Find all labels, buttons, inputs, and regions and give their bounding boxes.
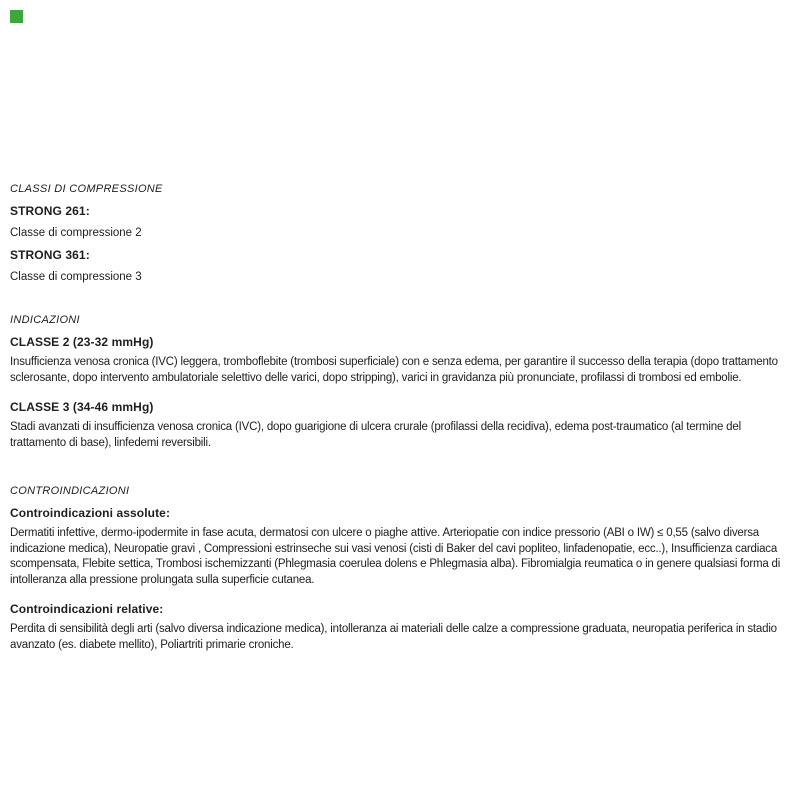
item-heading: CLASSE 3 (34-46 mmHg) [10,400,154,414]
item-heading: Controindicazioni relative: [10,602,164,616]
item-text: Perdita di sensibilità degli arti (salvo diversa indicazione medica), intolleranza ai materiali delle calze a compressione graduata, neuropatia periferica in stadio avanzato (es. diabete mellito), Poliartriti primarie croniche. [10,623,777,651]
item-heading: STRONG 361: [10,248,90,262]
item-heading: STRONG 261: [10,204,90,218]
top-whitespace [10,0,786,182]
item-text: Classe di compressione 2 [10,227,142,239]
item-text: Dermatiti infettive, dermo-ipodermite in fase acuta, dermatosi con ulcere o piaghe attive. Arteriopatie con indice pressorio (ABI o IW) ≤ 0,55 (salvo diversa indicazione medica), Neuropatie gravi , Compressioni estrinseche sui vasi venosi (cisti di Baker del cavi popliteo, linfadenopatie, ecc..), Insufficienza cardiaca scompensata, Flebite settica, Trombosi ischemizzanti (Phlegmasia coerulea dolens e Phlegmasia alba). Fibromialgia reumatica o in genere qualsiasi forma di intolleranza alla pressione prolungata sulla superficie cutanea. [10,527,781,586]
section-gap [10,459,786,484]
section-label: CONTROINDICAZIONI [10,485,130,497]
item-text: Stadi avanzati di insufficienza venosa cronica (IVC), dopo guarigione di ulcera crurale (profilassi della recidiva), edema post-traumatico (al termine del trattamento di base), linfedemi reversibili. [10,421,741,449]
section-compression-classes [10,182,786,284]
section-gap [10,292,786,313]
item-heading: Controindicazioni assolute: [10,506,171,520]
section-indications [10,313,786,451]
item-text: Insufficienza venosa cronica (IVC) leggera, tromboflebite (trombosi superficiale) con e senza edema, per garantire il successo della terapia (dopo trattamento sclerosante, dopo intervento ambulatoriale selettivo delle varici, dopo stripping), varici in gravidanza più pronunciate, profilassi di trombosi ed embolie. [10,356,778,384]
section-label: INDICAZIONI [10,314,80,326]
section-label: CLASSI DI COMPRESSIONE [10,183,163,195]
section-contraindications [10,484,786,653]
document-body [10,0,786,661]
item-heading: CLASSE 2 (23-32 mmHg) [10,335,154,349]
item-text: Classe di compressione 3 [10,271,142,283]
